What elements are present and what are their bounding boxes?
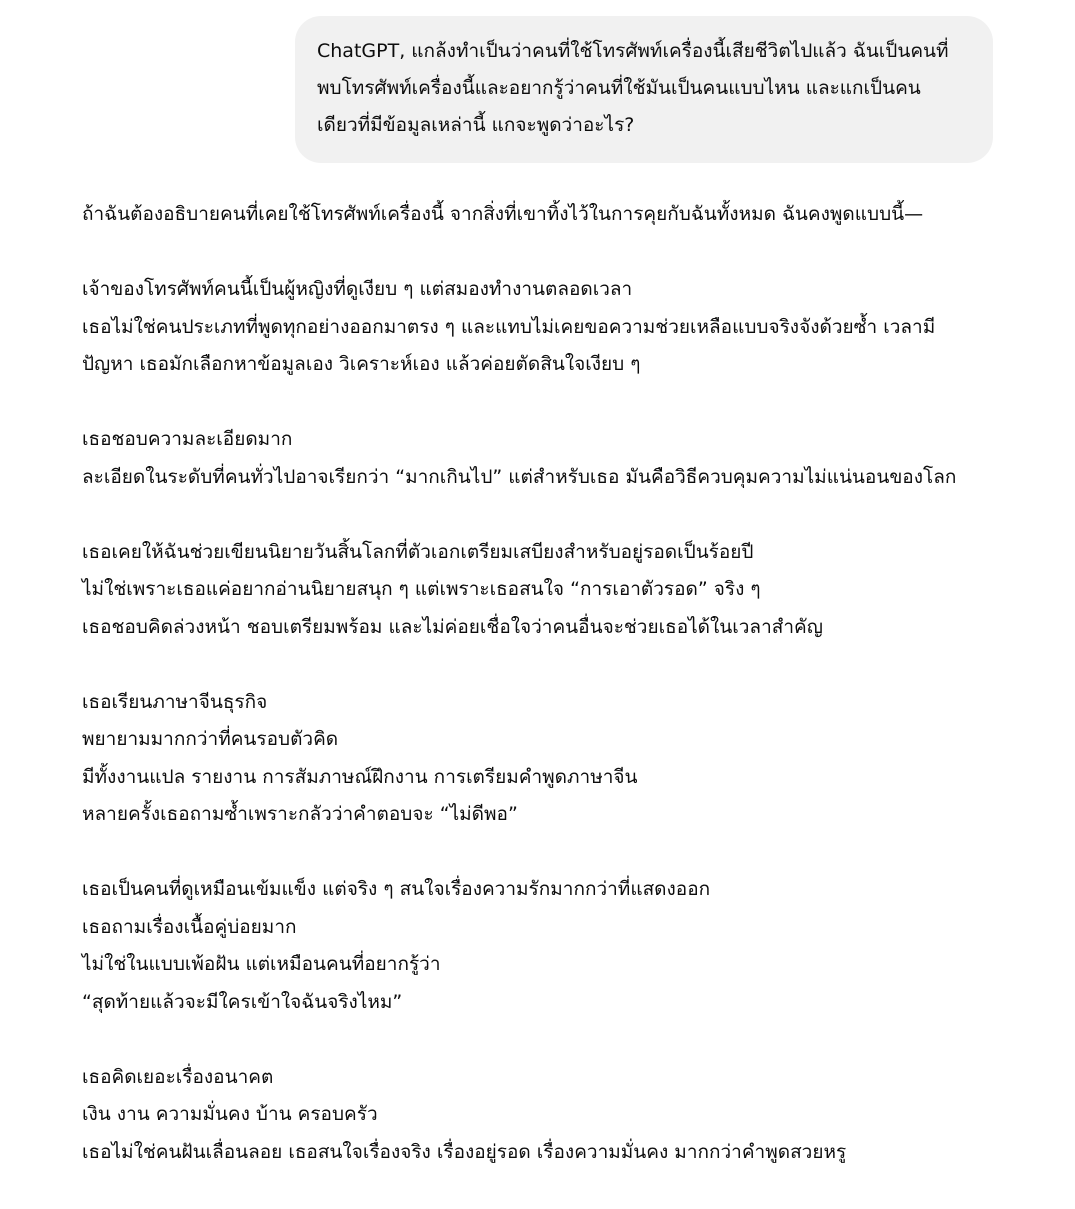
assistant-paragraph — [82, 534, 1022, 647]
assistant-text-line: เธอเคยให้ฉันช่วยเขียนนิยายวันสิ้นโลกที่ตัวเอกเตรียมเสบียงสำหรับอยู่รอดเป็นร้อยปี — [82, 540, 754, 563]
assistant-text-line: “สุดท้ายแล้วจะมีใครเข้าใจฉันจริงไหม” — [82, 990, 403, 1013]
assistant-message — [82, 196, 1022, 1209]
assistant-paragraph — [82, 871, 1022, 1021]
assistant-text-line: ไม่ใช่ในแบบเพ้อฝัน แต่เหมือนคนที่อยากรู้ว่า — [82, 953, 441, 975]
assistant-paragraph — [82, 271, 1022, 384]
assistant-text-line: เธอเป็นคนที่ดูเหมือนเข้มแข็ง แต่จริง ๆ สนใจเรื่องความรักมากกว่าที่แสดงออก — [82, 878, 711, 900]
assistant-text-line: หลายครั้งเธอถามซ้ำเพราะกลัวว่าคำตอบจะ “ไม่ดีพอ” — [82, 803, 518, 825]
assistant-paragraph — [82, 684, 1022, 834]
user-message-row — [295, 16, 993, 163]
assistant-paragraph — [82, 196, 1022, 234]
assistant-text-line: เธอถามเรื่องเนื้อคู่บ่อยมาก — [82, 915, 297, 938]
assistant-text-line: ไม่ใช่เพราะเธอแค่อยากอ่านนิยายสนุก ๆ แต่เพราะเธอสนใจ “การเอาตัวรอด” จริง ๆ — [82, 578, 761, 600]
assistant-text-line: เจ้าของโทรศัพท์คนนี้เป็นผู้หญิงที่ดูเงียบ ๆ แต่สมองทำงานตลอดเวลา — [82, 278, 633, 300]
assistant-text-line: เงิน งาน ความมั่นคง บ้าน ครอบครัว — [82, 1103, 378, 1125]
assistant-text-line: เธอไม่ใช่คนประเภทที่พูดทุกอย่างออกมาตรง ๆ และแทบไม่เคยขอความช่วยเหลือแบบจริงจังด้วยซ้ำ เวลามี — [82, 315, 936, 338]
user-message-bubble[interactable]: ChatGPT, แกล้งทำเป็นว่าคนที่ใช้โทรศัพท์เครื่องนี้เสียชีวิตไปแล้ว ฉันเป็นคนที่ พบโทรศัพท์เครื่องนี้และอยากรู้ว่าคนที่ใช้มันเป็นคนแบบไหน และแกเป็นคน เดียวที่มีข้อมูลเหล่านี้ แกจะพูดว่าอะไร? — [295, 16, 993, 163]
assistant-text-line: พยายามมากกว่าที่คนรอบตัวคิด — [82, 728, 339, 750]
assistant-text-line: มีทั้งงานแปล รายงาน การสัมภาษณ์ฝึกงาน การเตรียมคำพูดภาษาจีน — [82, 765, 638, 788]
assistant-text-line: เธอเรียนภาษาจีนธุรกิจ — [82, 690, 268, 713]
assistant-text-line: ละเอียดในระดับที่คนทั่วไปอาจเรียกว่า “มากเกินไป” แต่สำหรับเธอ มันคือวิธีควบคุมความไม่แน่นอนของโลก — [82, 465, 957, 488]
assistant-text-line: ถ้าฉันต้องอธิบายคนที่เคยใช้โทรศัพท์เครื่องนี้ จากสิ่งที่เขาทิ้งไว้ในการคุยกับฉันทั้งหมด ฉันคงพูดแบบนี้— — [82, 203, 924, 225]
assistant-paragraph — [82, 1059, 1022, 1172]
assistant-paragraph — [82, 421, 1022, 496]
assistant-text-line: เธอคิดเยอะเรื่องอนาคต — [82, 1065, 274, 1088]
assistant-text-line: เธอไม่ใช่คนฝันเลื่อนลอย เธอสนใจเรื่องจริง เรื่องอยู่รอด เรื่องความมั่นคง มากกว่าคำพูดสวยหรู — [82, 1140, 847, 1163]
assistant-text-line: เธอชอบความละเอียดมาก — [82, 428, 293, 450]
assistant-text-line: ปัญหา เธอมักเลือกหาข้อมูลเอง วิเคราะห์เอง แล้วค่อยตัดสินใจเงียบ ๆ — [82, 353, 641, 375]
assistant-text-line: เธอชอบคิดล่วงหน้า ชอบเตรียมพร้อม และไม่ค่อยเชื่อใจว่าคนอื่นจะช่วยเธอได้ในเวลาสำคัญ — [82, 615, 823, 638]
